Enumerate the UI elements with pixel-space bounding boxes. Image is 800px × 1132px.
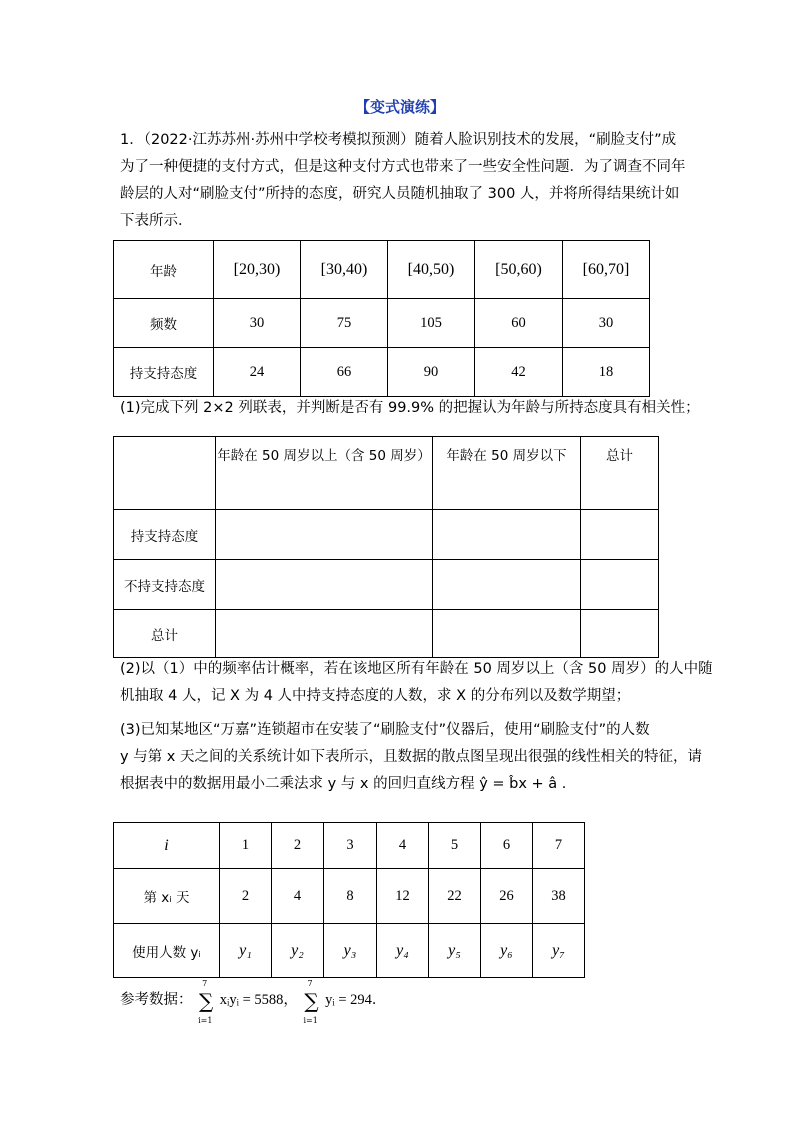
- index-cell: 3: [324, 823, 377, 869]
- age-group-cell: [40,50): [388, 241, 475, 299]
- part1-line: (1)完成下列 2×2 列联表，并判断是否有 99.9% 的把握认为年龄与所持态度具有相关性；: [120, 400, 700, 416]
- y-value-cell: y₇: [533, 924, 585, 978]
- x-value-cell: 22: [429, 869, 481, 924]
- row-header: i: [114, 823, 220, 869]
- age-group-cell: [50,60): [475, 241, 563, 299]
- reference-sum-y: yᵢ = 294: [325, 992, 372, 1008]
- index-cell: 5: [429, 823, 481, 869]
- row-header: 频数: [114, 299, 214, 348]
- x-value-cell: 8: [324, 869, 377, 924]
- question-line: 龄层的人对“刷脸支付”所持的态度，研究人员随机抽取了 300 人，并将所得结果统计如: [120, 186, 680, 202]
- y-value-cell: y₂: [272, 924, 324, 978]
- table-row: [114, 241, 650, 299]
- index-cell: 6: [481, 823, 533, 869]
- part3-line: 根据表中的数据用最小二乘法求 y 与 x 的回归直线方程 ŷ = b̂x + â .: [120, 776, 567, 792]
- blank-cell: [581, 610, 659, 658]
- support-cell: 66: [301, 348, 388, 397]
- blank-cell: [433, 560, 581, 610]
- index-cell: 2: [272, 823, 324, 869]
- x-value-cell: 12: [377, 869, 429, 924]
- row-header: 年龄: [114, 241, 214, 299]
- row-header: 第 xᵢ 天: [114, 869, 220, 924]
- row-header: 不持支持态度: [114, 560, 216, 610]
- part3-line: y 与第 x 天之间的关系统计如下表所示，且数据的散点图呈现出很强的线性相关的特征，请: [120, 749, 702, 765]
- index-cell: 7: [533, 823, 585, 869]
- frequency-cell: 105: [388, 299, 475, 348]
- row-header: 使用人数 yᵢ: [114, 924, 220, 978]
- sigma-icon: ∑ 7 i=1: [198, 979, 214, 1025]
- frequency-cell: 60: [475, 299, 563, 348]
- blank-cell: [433, 510, 581, 560]
- x-value-cell: 26: [481, 869, 533, 924]
- reference-sum-xy: xᵢyᵢ = 5588: [219, 992, 284, 1008]
- support-cell: 18: [563, 348, 650, 397]
- table-row: [114, 437, 659, 510]
- support-cell: 90: [388, 348, 475, 397]
- part1-text: [120, 395, 700, 422]
- question-line: 为了一种便捷的支付方式，但是这种支付方式也带来了一些安全性问题．为了调查不同年: [120, 159, 686, 175]
- age-group-cell: [60,70]: [563, 241, 650, 299]
- question-line: 1．（2022·江苏苏州·苏州中学校考模拟预测）随着人脸识别技术的发展，“刷脸支付”成: [120, 132, 677, 148]
- support-cell: 42: [475, 348, 563, 397]
- age-group-cell: [30,40): [301, 241, 388, 299]
- col-header: 年龄在 50 周岁以上（含 50 周岁）: [216, 437, 433, 510]
- blank-cell: [581, 560, 659, 610]
- y-value-cell: y₃: [324, 924, 377, 978]
- blank-cell: [216, 510, 433, 560]
- empty-header-cell: [114, 437, 216, 510]
- row-header: 持支持态度: [114, 510, 216, 560]
- table-row: [114, 510, 659, 560]
- regression-data-table: [113, 822, 585, 978]
- table-row: [114, 299, 650, 348]
- table-row: [114, 924, 585, 978]
- table-row: [114, 610, 659, 658]
- blank-cell: [581, 510, 659, 560]
- x-value-cell: 2: [220, 869, 272, 924]
- index-cell: 1: [220, 823, 272, 869]
- question-text: [120, 127, 686, 235]
- part3-text: [120, 717, 702, 798]
- frequency-cell: 30: [214, 299, 301, 348]
- part3-line: (3)已知某地区“万嘉”连锁超市在安装了“刷脸支付”仪器后，使用“刷脸支付”的人数: [120, 722, 650, 738]
- row-header: 总计: [114, 610, 216, 658]
- reference-data: 参考数据： ∑ 7 i=1 xᵢyᵢ = 5588， ∑ 7 i=1 yᵢ = 294．: [120, 979, 387, 1025]
- part2-line: (2)以（1）中的频率估计概率，若在该地区所有年龄在 50 周岁以上（含 50 周岁）的人中随: [120, 661, 713, 677]
- section-title: 【变式演练】: [354, 98, 445, 116]
- reference-label: 参考数据：: [120, 992, 193, 1008]
- table-row: [114, 348, 650, 397]
- part2-line: 机抽取 4 人，记 X 为 4 人中持支持态度的人数，求 X 的分布列以及数学期望；: [120, 688, 631, 704]
- table-row: [114, 560, 659, 610]
- frequency-cell: 30: [563, 299, 650, 348]
- y-value-cell: y₁: [220, 924, 272, 978]
- part2-text: [120, 656, 713, 710]
- y-value-cell: y₅: [429, 924, 481, 978]
- y-value-cell: y₆: [481, 924, 533, 978]
- y-value-cell: y₄: [377, 924, 429, 978]
- question-line: 下表所示．: [120, 213, 193, 229]
- age-attitude-table: [113, 240, 650, 397]
- support-cell: 24: [214, 348, 301, 397]
- contingency-table: [113, 436, 659, 658]
- x-value-cell: 4: [272, 869, 324, 924]
- row-header: 持支持态度: [114, 348, 214, 397]
- blank-cell: [216, 610, 433, 658]
- x-value-cell: 38: [533, 869, 585, 924]
- col-header: 总计: [581, 437, 659, 510]
- table-row: [114, 823, 585, 869]
- index-cell: 4: [377, 823, 429, 869]
- table-row: [114, 869, 585, 924]
- col-header: 年龄在 50 周岁以下: [433, 437, 581, 510]
- blank-cell: [216, 560, 433, 610]
- blank-cell: [433, 610, 581, 658]
- age-group-cell: [20,30): [214, 241, 301, 299]
- sigma-icon: ∑ 7 i=1: [303, 979, 319, 1025]
- frequency-cell: 75: [301, 299, 388, 348]
